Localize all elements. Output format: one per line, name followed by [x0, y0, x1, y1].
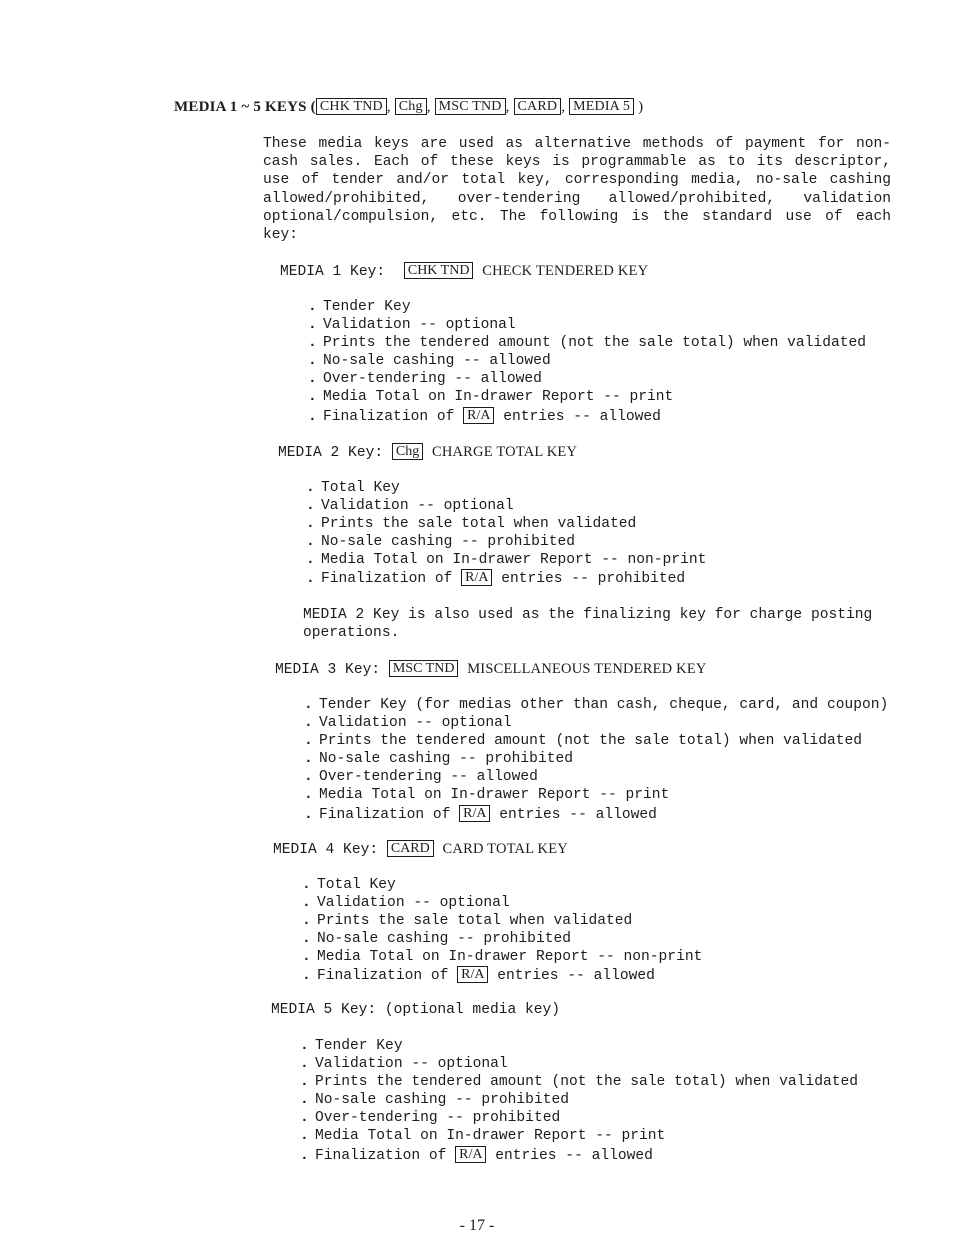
finalization-suffix: entries -- allowed	[503, 408, 661, 425]
media-2-key: Chg	[392, 443, 423, 460]
heading-prefix: MEDIA 1 ~ 5 KEYS (	[174, 99, 316, 115]
key-chg: Chg	[395, 98, 427, 115]
list-item: . No-sale cashing -- prohibited	[302, 930, 702, 948]
finalization-prefix: Finalization of	[323, 408, 455, 425]
list-item: . Media Total on In-drawer Report -- non-print	[302, 948, 702, 966]
finalization-prefix: Finalization of	[319, 806, 451, 823]
list-item: . Prints the sale total when validated	[302, 912, 702, 930]
intro-paragraph: These media keys are used as alternative methods of payment for non-cash sales. Each of these keys is programmable as to its descriptor, use of tender and/or total key, corresponding media, no-sale cashing allowed/prohibited, over-tendering allowed/prohibited, validation optional/compulsion, etc. The following is the standard use of each key:	[263, 136, 891, 244]
list-item: . Tender Key (for medias other than cash, cheque, card, and coupon)	[304, 696, 888, 714]
list-item: . No-sale cashing -- prohibited	[300, 1091, 858, 1109]
media-5-title	[271, 1001, 560, 1019]
list-item	[304, 805, 888, 824]
list-item: . Prints the tendered amount (not the sale total) when validated	[304, 732, 888, 750]
list-item: . Prints the tendered amount (not the sale total) when validated	[300, 1073, 858, 1091]
heading-separator: ,	[386, 99, 391, 115]
list-item: . No-sale cashing -- prohibited	[304, 750, 888, 768]
media-1-label: MEDIA 1 Key:	[280, 264, 386, 280]
list-item: . No-sale cashing -- allowed	[308, 352, 866, 370]
media-2-title	[278, 443, 577, 462]
list-item: . Over-tendering -- prohibited	[300, 1109, 858, 1127]
media-2-note: MEDIA 2 Key is also used as the finalizing key for charge posting operations.	[303, 607, 873, 642]
heading-separator: ,	[505, 99, 510, 115]
list-item: . Tender Key	[300, 1037, 858, 1055]
list-item	[300, 1146, 858, 1165]
list-item: . Tender Key	[308, 298, 866, 316]
list-item	[306, 569, 706, 588]
media-2-list	[306, 479, 706, 589]
key-chk-tnd: CHK TND	[316, 98, 387, 115]
media-2-label: MEDIA 2 Key:	[278, 445, 384, 461]
media-3-description: MISCELLANEOUS TENDERED KEY	[467, 661, 707, 677]
media-1-title	[280, 262, 648, 281]
media-4-list	[302, 876, 702, 986]
media-5-description: (optional media key)	[384, 1002, 561, 1018]
media-1-list	[308, 298, 866, 426]
key-ra: R/A	[461, 569, 492, 586]
finalization-prefix: Finalization of	[321, 571, 453, 588]
finalization-suffix: entries -- allowed	[497, 968, 655, 985]
page-number: - 17 -	[459, 1217, 495, 1234]
list-item: . Media Total on In-drawer Report -- non-print	[306, 551, 706, 569]
media-4-label: MEDIA 4 Key:	[273, 842, 379, 858]
media-4-title	[273, 840, 568, 859]
section-heading	[174, 98, 643, 116]
key-ra: R/A	[455, 1146, 486, 1163]
list-item: . Prints the tendered amount (not the sale total) when validated	[308, 334, 866, 352]
list-item	[308, 407, 866, 426]
media-5-list	[300, 1037, 858, 1165]
heading-separator: ,	[426, 99, 431, 115]
media-5-label: MEDIA 5 Key:	[271, 1002, 377, 1018]
list-item: . Media Total on In-drawer Report -- print	[308, 388, 866, 406]
heading-suffix: )	[638, 99, 644, 115]
media-4-description: CARD TOTAL KEY	[442, 841, 568, 857]
list-item: . Over-tendering -- allowed	[308, 370, 866, 388]
key-ra: R/A	[463, 407, 494, 424]
finalization-prefix: Finalization of	[317, 968, 449, 985]
heading-separator: ,	[561, 99, 566, 115]
list-item: . Validation -- optional	[304, 714, 888, 732]
key-card: CARD	[514, 98, 562, 115]
list-item: . Validation -- optional	[308, 316, 866, 334]
media-4-key: CARD	[387, 840, 434, 857]
list-item: . Validation -- optional	[300, 1055, 858, 1073]
finalization-suffix: entries -- allowed	[499, 806, 657, 823]
key-media-5: MEDIA 5	[569, 98, 634, 115]
key-msc-tnd: MSC TND	[435, 98, 506, 115]
list-item: . Validation -- optional	[302, 894, 702, 912]
media-3-label: MEDIA 3 Key:	[275, 662, 381, 678]
list-item: . Prints the sale total when validated	[306, 515, 706, 533]
key-ra: R/A	[459, 805, 490, 822]
list-item	[302, 966, 702, 985]
finalization-prefix: Finalization of	[315, 1147, 447, 1164]
media-1-description: CHECK TENDERED KEY	[482, 263, 649, 279]
media-3-key: MSC TND	[389, 660, 459, 677]
finalization-suffix: entries -- allowed	[495, 1147, 653, 1164]
media-3-title	[275, 660, 707, 679]
finalization-suffix: entries -- prohibited	[501, 571, 686, 588]
list-item: . Media Total on In-drawer Report -- print	[304, 786, 888, 804]
list-item: . Total Key	[302, 876, 702, 894]
list-item: . No-sale cashing -- prohibited	[306, 533, 706, 551]
key-ra: R/A	[457, 966, 488, 983]
media-1-key: CHK TND	[404, 262, 474, 279]
list-item: . Validation -- optional	[306, 497, 706, 515]
list-item: . Over-tendering -- allowed	[304, 768, 888, 786]
list-item: . Total Key	[306, 479, 706, 497]
list-item: . Media Total on In-drawer Report -- print	[300, 1127, 858, 1145]
media-2-description: CHARGE TOTAL KEY	[431, 444, 578, 460]
media-3-list	[304, 696, 888, 824]
